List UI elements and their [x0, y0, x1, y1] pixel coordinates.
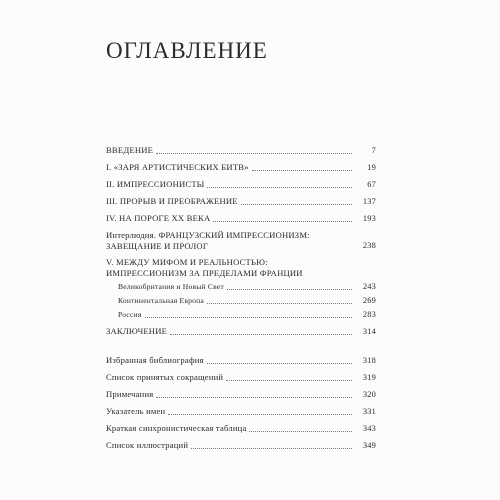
- toc-entry-conclusion[interactable]: [106, 326, 376, 337]
- entry-page: 243: [362, 282, 376, 291]
- leader-dots: [207, 187, 352, 188]
- entry-title-line-2: ИМПРЕССИОНИЗМ ЗА ПРЕДЕЛАМИ ФРАНЦИИ: [106, 267, 303, 278]
- leader-dots: [207, 363, 352, 364]
- entry-title: Указатель имен: [106, 406, 166, 416]
- toc-entry-intro[interactable]: [106, 145, 376, 156]
- leader-dots: [241, 204, 352, 205]
- table-of-contents: [106, 145, 376, 451]
- entry-page: 193: [362, 214, 376, 223]
- toc-entry-back-matter[interactable]: [106, 440, 376, 451]
- leader-dots: [191, 448, 352, 449]
- entry-page: 238: [362, 240, 376, 250]
- entry-title: Список принятых сокращений: [106, 372, 224, 382]
- toc-entry-chapter-2[interactable]: [106, 179, 376, 190]
- leader-dots: [226, 380, 352, 381]
- entry-page: 67: [367, 180, 376, 189]
- toc-subentry[interactable]: [106, 309, 376, 320]
- toc-entry-chapter-4[interactable]: [106, 213, 376, 224]
- entry-page: 349: [362, 441, 376, 450]
- entry-title: II. ИМПРЕССИОНИСТЫ: [106, 179, 205, 189]
- toc-entry-chapter-5[interactable]: [106, 257, 376, 278]
- entry-page: 319: [362, 373, 376, 382]
- toc-subentry[interactable]: [106, 281, 376, 292]
- leader-dots: [249, 431, 352, 432]
- entry-page: 19: [367, 163, 376, 172]
- entry-page: 7: [371, 146, 376, 155]
- entry-title: Список иллюстраций: [106, 440, 189, 450]
- entry-title: Великобритания и Новый Свет: [118, 282, 225, 291]
- toc-entry-back-matter[interactable]: [106, 423, 376, 434]
- page-title: ОГЛАВЛЕНИЕ: [106, 38, 268, 63]
- leader-dots: [213, 221, 352, 222]
- entry-page: 283: [362, 310, 376, 319]
- toc-entry-chapter-3[interactable]: [106, 196, 376, 207]
- leader-dots: [207, 303, 352, 304]
- toc-entry-back-matter[interactable]: [106, 389, 376, 400]
- leader-dots: [227, 289, 352, 290]
- entry-page: 269: [362, 296, 376, 305]
- toc-entry-back-matter[interactable]: [106, 355, 376, 366]
- entry-title-line-1: V. МЕЖДУ МИФОМ И РЕАЛЬНОСТЬЮ:: [106, 257, 268, 267]
- entry-title: Краткая синхронистическая таблица: [106, 423, 247, 433]
- leader-dots: [168, 414, 352, 415]
- entry-title: Континентальная Европа: [118, 296, 205, 305]
- toc-entry-back-matter[interactable]: [106, 372, 376, 383]
- entry-page: 331: [362, 407, 376, 416]
- leader-dots: [145, 317, 352, 318]
- leader-dots: [156, 153, 352, 154]
- leader-dots: [170, 334, 352, 335]
- entry-title: III. ПРОРЫВ И ПРЕОБРАЖЕНИЕ: [106, 196, 238, 206]
- entry-title: ЗАКЛЮЧЕНИЕ: [106, 326, 168, 336]
- toc-entry-chapter-1[interactable]: [106, 162, 376, 173]
- entry-title: I. «ЗАРЯ АРТИСТИЧЕСКИХ БИТВ»: [106, 162, 249, 172]
- toc-entry-back-matter[interactable]: [106, 406, 376, 417]
- entry-title-line-2: ЗАВЕЩАНИЕ И ПРОЛОГ: [106, 240, 209, 251]
- toc-entry-interlude[interactable]: [106, 230, 376, 251]
- entry-page: 318: [362, 356, 376, 365]
- entry-title: Примечания: [106, 389, 154, 399]
- entry-title: ВВЕДЕНИЕ: [106, 145, 154, 155]
- entry-page: 314: [362, 327, 376, 336]
- entry-page: 343: [362, 424, 376, 433]
- leader-dots: [156, 397, 352, 398]
- leader-dots: [252, 170, 352, 171]
- toc-subentry[interactable]: [106, 295, 376, 306]
- entry-title: Россия: [118, 310, 142, 319]
- entry-page: 320: [362, 390, 376, 399]
- entry-title: IV. НА ПОРОГЕ XX ВЕКА: [106, 213, 211, 223]
- entry-title-line-1: Интерлюдия. ФРАНЦУЗСКИЙ ИМПРЕССИОНИЗМ:: [106, 230, 310, 240]
- entry-title: Избранная библиография: [106, 355, 204, 365]
- entry-page: 137: [362, 197, 376, 206]
